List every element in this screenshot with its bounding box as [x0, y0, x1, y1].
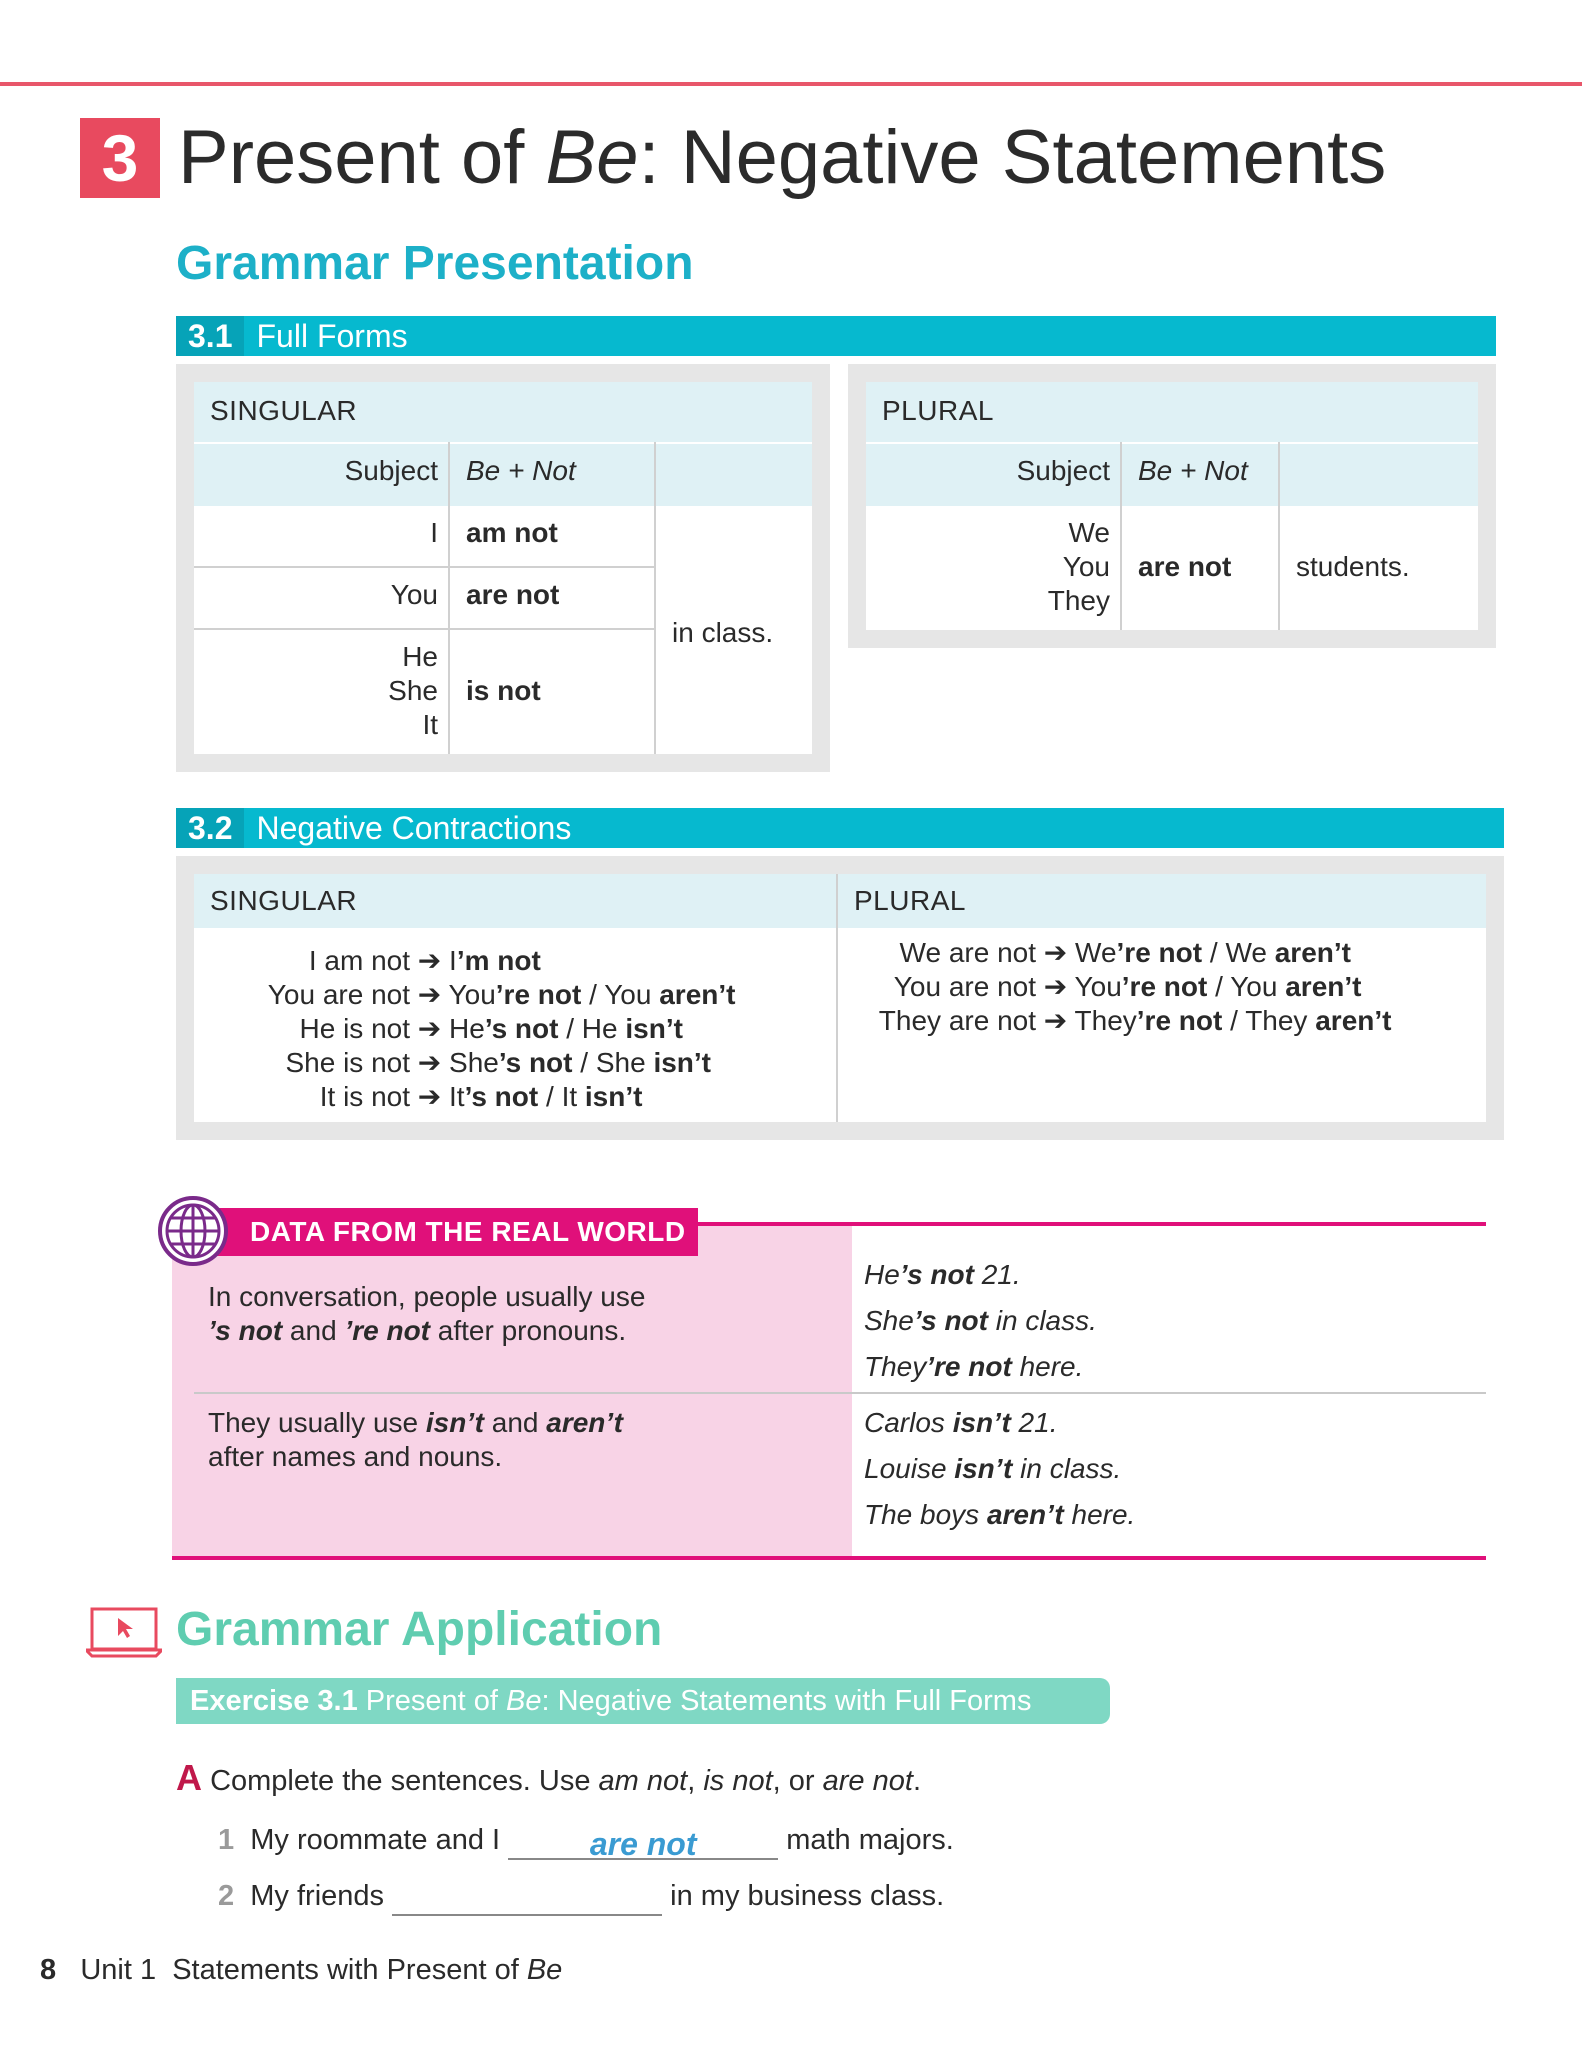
- col-be-not: Be + Not: [1138, 455, 1248, 486]
- arrow-icon: ➔: [417, 979, 442, 1010]
- arrow-icon: ➔: [417, 945, 442, 976]
- section-number: 3.1: [176, 316, 244, 356]
- subject-we: We: [1068, 517, 1110, 548]
- page-footer: 8 Unit 1 Statements with Present of Be: [40, 1954, 563, 1986]
- plural-contractions: [854, 936, 1474, 1038]
- contraction-row: I am not ➔ I’m not: [308, 945, 541, 976]
- grammar-application-heading: Grammar Application: [176, 1603, 663, 1656]
- contraction-row: You are not ➔ You’re not / You aren’t: [267, 979, 736, 1010]
- col-subject: Subject: [344, 455, 438, 486]
- top-rule: [0, 82, 1582, 86]
- subject-she: She: [388, 675, 438, 706]
- arrow-icon: ➔: [417, 1047, 442, 1078]
- col-subject: Subject: [1016, 455, 1110, 486]
- answer-blank[interactable]: [392, 1880, 662, 1916]
- dfrw-examples-1: [864, 1252, 1097, 1390]
- arrow-icon: ➔: [1043, 937, 1068, 968]
- section-3-1-bar: [176, 316, 1496, 356]
- example-sentence: Carlos isn’t 21.: [864, 1407, 1058, 1438]
- example-sentence: She’s not in class.: [864, 1305, 1097, 1336]
- part-a-instructions: A Complete the sentences. Use am not, is not, or are not.: [176, 1757, 921, 1798]
- exercise-3-1-bar: Exercise 3.1 Present of Be: Negative Statements with Full Forms: [176, 1678, 1110, 1724]
- singular-contractions: [194, 944, 834, 1114]
- arrow-icon: ➔: [417, 1081, 442, 1112]
- exercise-item: 1 My roommate and I are not math majors.: [218, 1824, 954, 1862]
- contraction-row: We are not ➔ We’re not / We aren’t: [899, 937, 1351, 968]
- contractions-table: [176, 856, 1504, 1140]
- dfrw-bottom-rule: [172, 1556, 1486, 1560]
- col-be-not: Be + Not: [466, 455, 576, 486]
- verb-are-not: are not: [466, 579, 560, 610]
- singular-table: [176, 364, 830, 772]
- verb-is-not: is not: [466, 675, 541, 706]
- example-sentence: They’re not here.: [864, 1351, 1084, 1382]
- complement-students: students.: [1296, 551, 1410, 582]
- arrow-icon: ➔: [417, 1013, 442, 1044]
- answer-blank[interactable]: are not: [508, 1824, 778, 1860]
- dfrw-title: DATA FROM THE REAL WORLD: [210, 1208, 698, 1256]
- verb-am-not: am not: [466, 517, 558, 548]
- subject-he: He: [402, 641, 438, 672]
- dfrw-examples-2: [864, 1400, 1135, 1538]
- section-number: 3.2: [176, 808, 244, 848]
- dfrw-divider: [194, 1392, 1486, 1394]
- example-sentence: He’s not 21.: [864, 1259, 1021, 1290]
- laptop-cursor-icon: [86, 1606, 162, 1658]
- dfrw-top-rule: [600, 1222, 1486, 1226]
- globe-icon: [158, 1196, 228, 1266]
- dfrw-note-1: In conversation, people usually use ’s not and ’re not after pronouns.: [208, 1281, 646, 1346]
- complement-in-class: in class.: [672, 617, 774, 648]
- subject-it: It: [422, 709, 438, 740]
- part-a-letter: A: [176, 1757, 202, 1798]
- subject-you: You: [1062, 551, 1110, 582]
- verb-are-not: are not: [1138, 551, 1232, 582]
- section-3-2-bar: [176, 808, 1504, 848]
- subject-you: You: [390, 579, 438, 610]
- dfrw-note-2: They usually use isn’t and aren’t after names and nouns.: [208, 1407, 624, 1472]
- arrow-icon: ➔: [1043, 1005, 1068, 1036]
- exercise-item: 2 My friends in my business class.: [218, 1876, 944, 1916]
- subject-i: I: [430, 517, 438, 548]
- example-sentence: Louise isn’t in class.: [864, 1453, 1122, 1484]
- contraction-row: She is not ➔ She’s not / She isn’t: [285, 1047, 711, 1078]
- contraction-row: You are not ➔ You’re not / You aren’t: [893, 971, 1362, 1002]
- section-title: Negative Contractions: [256, 810, 572, 846]
- plural-header: PLURAL: [882, 395, 994, 426]
- contraction-row: It is not ➔ It’s not / It isn’t: [319, 1081, 643, 1112]
- plural-header: PLURAL: [854, 885, 966, 916]
- grammar-presentation-heading: Grammar Presentation: [176, 237, 694, 290]
- chapter-title: Present of Be: Negative Statements: [178, 115, 1387, 200]
- chapter-number: 3: [80, 118, 160, 198]
- singular-header: SINGULAR: [210, 395, 358, 426]
- contraction-row: They are not ➔ They’re not / They aren’t: [878, 1005, 1392, 1036]
- singular-header: SINGULAR: [210, 885, 358, 916]
- page-number: 8: [40, 1954, 57, 1986]
- section-title: Full Forms: [256, 318, 408, 354]
- arrow-icon: ➔: [1043, 971, 1068, 1002]
- plural-table: [848, 364, 1496, 648]
- contraction-row: He is not ➔ He’s not / He isn’t: [299, 1013, 683, 1044]
- subject-they: They: [1047, 585, 1110, 616]
- example-sentence: The boys aren’t here.: [864, 1499, 1136, 1530]
